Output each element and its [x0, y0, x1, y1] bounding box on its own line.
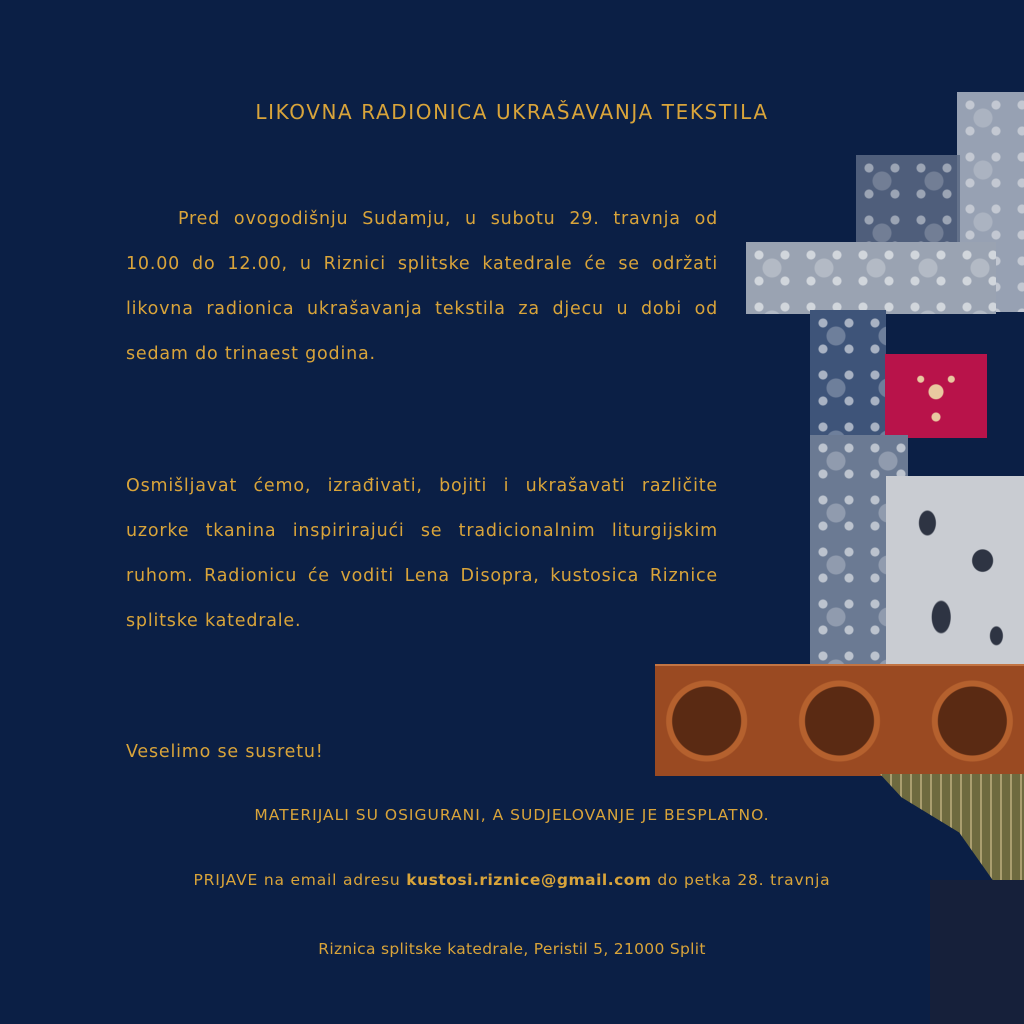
page-title: LIKOVNA RADIONICA UKRAŠAVANJA TEKSTILA: [255, 100, 769, 124]
address-line: Riznica splitske katedrale, Peristil 5, 21000 Split: [318, 940, 706, 958]
red-embroidery-image: [885, 354, 987, 438]
registration-suffix: do petka 28. travnja: [657, 871, 831, 889]
registration-email[interactable]: kustosi.riznice@gmail.com: [406, 871, 652, 889]
lace-textile-image: [957, 92, 1024, 312]
description-paragraph: Osmišljavat ćemo, izrađivati, bojiti i ukrašavati različite uzorke tkanina inspirirajući se tradicionalnim liturgijskim ruhom. Radionicu će voditi Lena Disopra, kustosica Riznice splitske katedrale.: [126, 476, 718, 631]
blue-lace-image: [810, 310, 886, 440]
grey-lace-image: [810, 435, 908, 665]
intro-paragraph: Pred ovogodišnju Sudamju, u subotu 29. travnja od 10.00 do 12.00, u Riznici splitske katedrale će se održati likovna radionica ukrašavanja tekstila za djecu u dobi od sedam do trinaest godina.: [126, 209, 718, 364]
registration-prefix: PRIJAVE na email adresu: [193, 871, 401, 889]
embroidered-textile-image: [856, 155, 960, 243]
lace-band-image: [746, 242, 996, 314]
closing-paragraph: Veselimo se susretu!: [126, 742, 324, 762]
registration-line: [0, 871, 1024, 889]
free-participation-notice: MATERIJALI SU OSIGURANI, A SUDJELOVANJE JE BESPLATNO.: [254, 806, 770, 824]
floral-fabric-image: [886, 476, 1024, 664]
